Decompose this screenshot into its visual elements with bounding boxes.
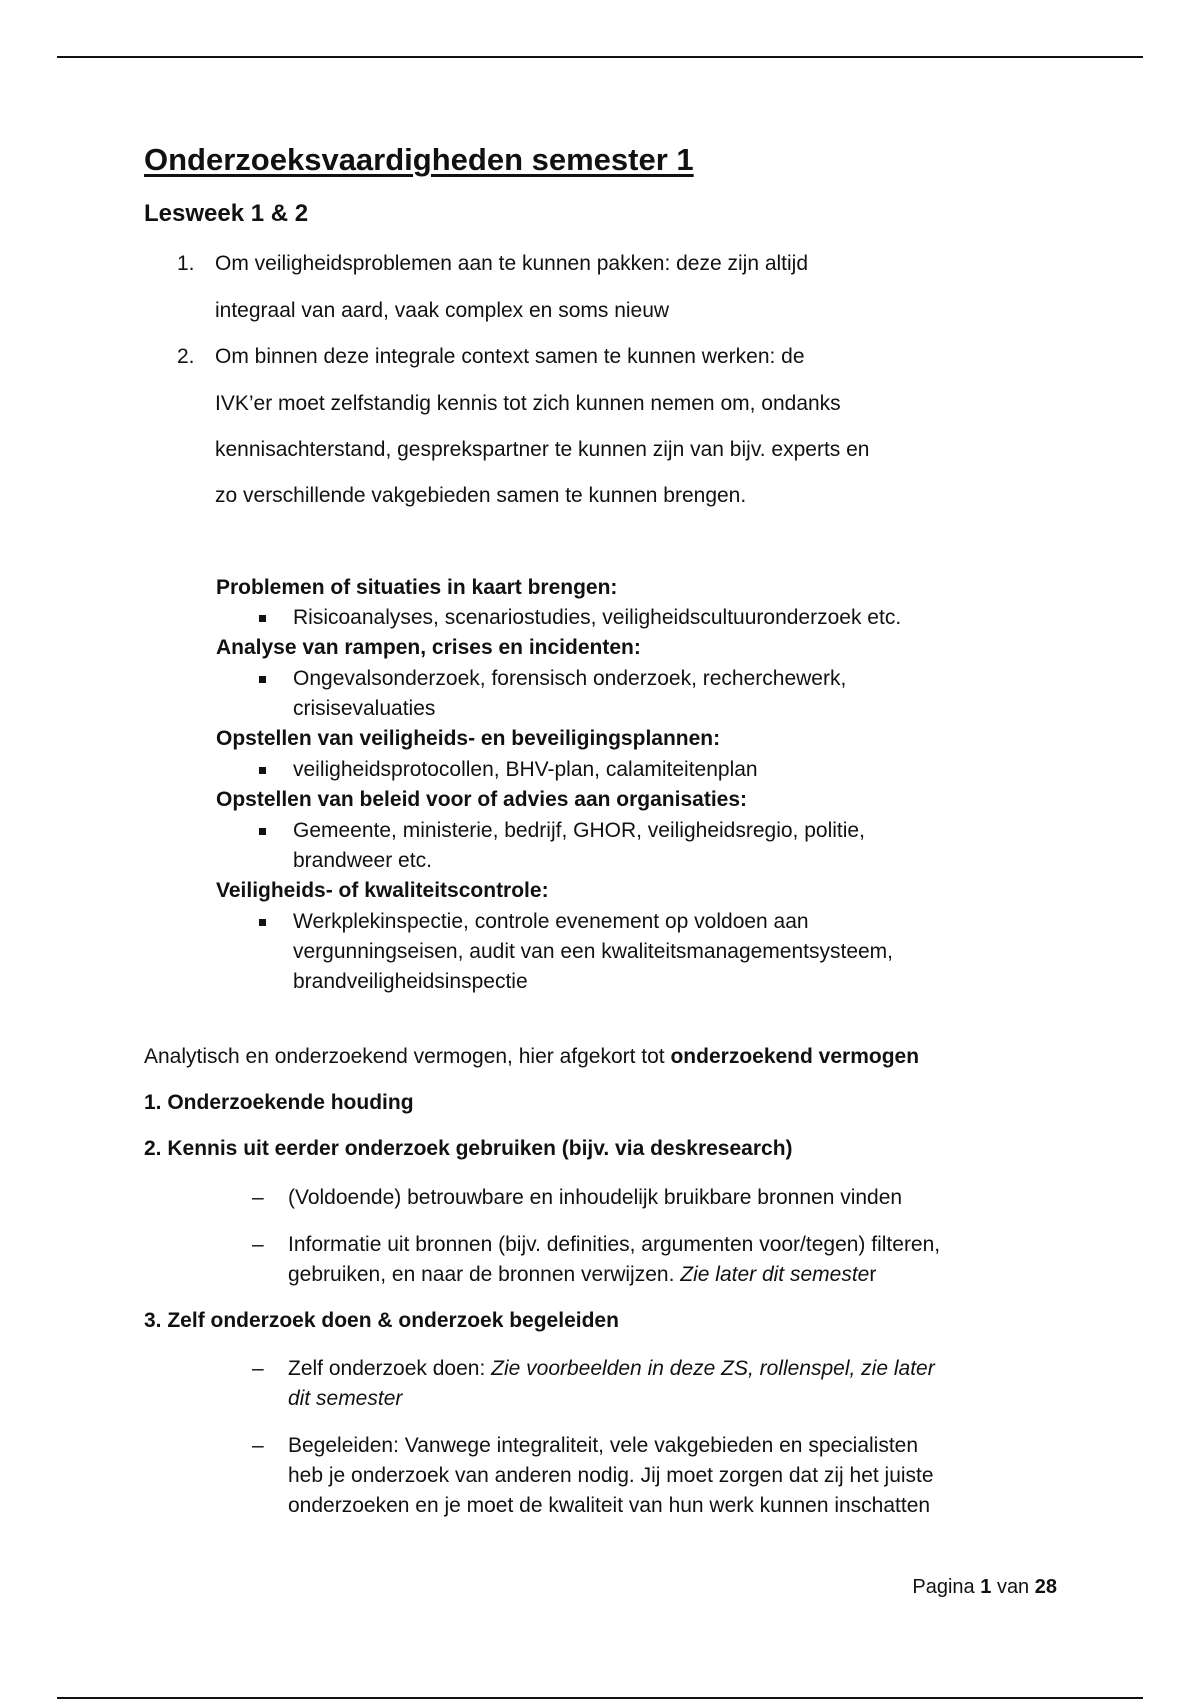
document-title: Onderzoeksvaardigheden semester 1 [144,142,694,177]
section-heading-2: 2. Kennis uit eerder onderzoek gebruiken (bijv. via deskresearch) [144,1137,793,1160]
category-line: vergunningseisen, audit van een kwaliteitsmanagementsysteem, [293,940,894,963]
page-footer [912,1576,1057,1599]
intro-paragraph [144,1045,919,1069]
section-heading-1: 1. Onderzoekende houding [144,1091,414,1114]
footer-label: Pagina [912,1576,975,1598]
item-line: Om veiligheidsproblemen aan te kunnen pakken: deze zijn altijd [215,252,809,275]
category-line: brandweer etc. [293,849,432,872]
section-heading-3: 3. Zelf onderzoek doen & onderzoek begeleiden [144,1309,619,1332]
item-line: IVK’er moet zelfstandig kennis tot zich kunnen nemen om, ondanks [215,392,841,415]
bullet-icon [259,828,266,835]
category-line: brandveiligheidsinspectie [293,970,528,993]
top-rule [57,56,1143,58]
list-item-text: Zelf onderzoek doen: [288,1357,492,1380]
category-heading: Analyse van rampen, crises en incidenten: [216,636,641,659]
item-line: integraal van aard, vaak complex en soms nieuw [215,299,670,322]
list-item-text: gebruiken, en naar de bronnen verwijzen. [288,1263,681,1286]
section-subtitle: Lesweek 1 & 2 [144,200,309,227]
dash-bullet: – [252,1186,264,1209]
list-item-line: onderzoeken en je moet de kwaliteit van hun werk kunnen inschatten [288,1494,931,1517]
item-line: zo verschillende vakgebieden samen te kunnen brengen. [215,484,747,507]
list-item-line [288,1357,935,1381]
dash-bullet: – [252,1434,264,1457]
footer-of: van [996,1576,1030,1598]
category-line: crisisevaluaties [293,697,436,720]
footer-current-page: 1 [980,1576,992,1598]
list-item-line [288,1263,876,1287]
category-heading: Opstellen van veiligheids- en beveiligingsplannen: [216,727,721,750]
dash-bullet: – [252,1233,264,1256]
list-item-text: r [869,1263,877,1286]
list-item-italic: dit semester [288,1387,403,1410]
item-number: 1. [177,252,195,275]
list-item-italic: Zie voorbeelden in deze ZS, rollenspel, zie later [491,1357,935,1380]
category-line: Ongevalsonderzoek, forensisch onderzoek, recherchewerk, [293,667,847,690]
list-item-line [288,1387,402,1411]
category-heading: Veiligheids- of kwaliteitscontrole: [216,879,549,902]
item-number: 2. [177,345,195,368]
bullet-icon [259,767,266,774]
category-line: veiligheidsprotocollen, BHV-plan, calamiteitenplan [293,758,758,781]
category-heading: Problemen of situaties in kaart brengen: [216,576,618,599]
list-item-line: heb je onderzoek van anderen nodig. Jij moet zorgen dat zij het juiste [288,1464,934,1487]
intro-bold-term: onderzoekend vermogen [670,1045,920,1068]
list-item-line: Informatie uit bronnen (bijv. definities, argumenten voor/tegen) filteren, [288,1233,941,1256]
intro-text: Analytisch en onderzoekend vermogen, hier afgekort tot [144,1045,671,1068]
list-item-line: Begeleiden: Vanwege integraliteit, vele vakgebieden en specialisten [288,1434,919,1457]
item-line: kennisachterstand, gesprekspartner te kunnen zijn van bijv. experts en [215,438,870,461]
footer-total-pages: 28 [1034,1576,1057,1598]
list-item-italic: Zie later dit semeste [680,1263,870,1286]
item-line: Om binnen deze integrale context samen te kunnen werken: de [215,345,805,368]
bottom-rule [57,1697,1143,1699]
category-line: Risicoanalyses, scenariostudies, veiligheidscultuuronderzoek etc. [293,606,902,629]
bullet-icon [259,676,266,683]
bullet-icon [259,615,266,622]
list-item: (Voldoende) betrouwbare en inhoudelijk bruikbare bronnen vinden [288,1186,903,1209]
category-heading: Opstellen van beleid voor of advies aan organisaties: [216,788,747,811]
dash-bullet: – [252,1357,264,1380]
category-line: Gemeente, ministerie, bedrijf, GHOR, veiligheidsregio, politie, [293,819,865,842]
bullet-icon [259,919,266,926]
category-line: Werkplekinspectie, controle evenement op voldoen aan [293,910,809,933]
